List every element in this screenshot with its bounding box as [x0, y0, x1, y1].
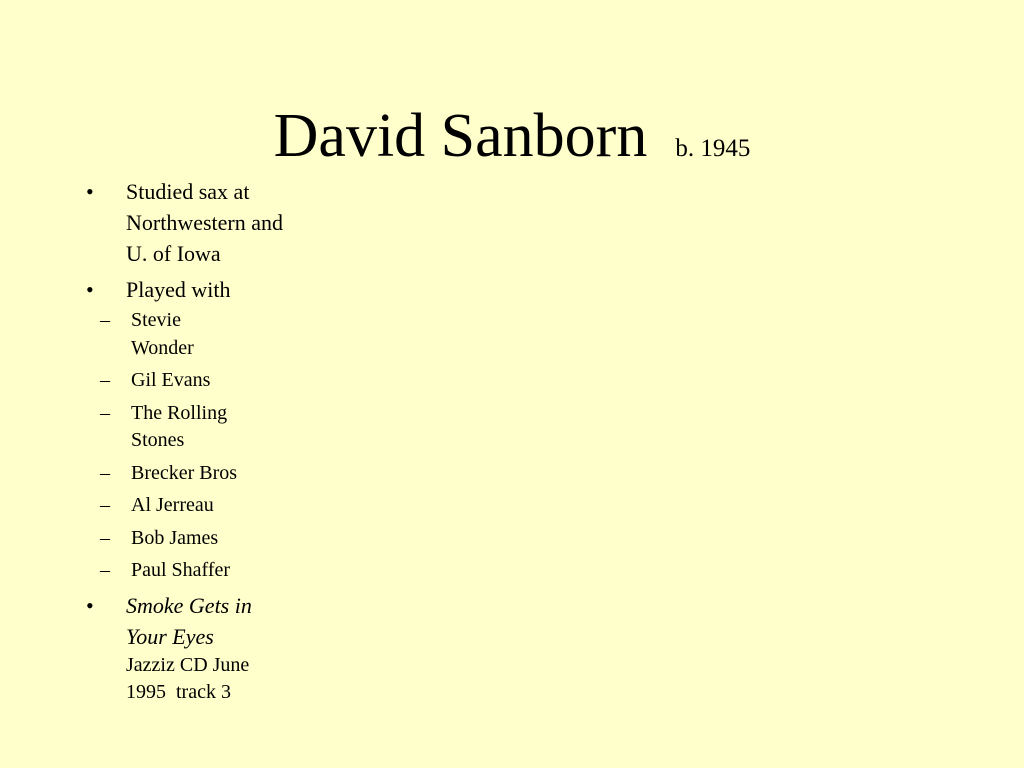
- bullet-item-played-with: [86, 274, 296, 585]
- slide-title: [0, 98, 1024, 174]
- sub-marker: –: [100, 369, 110, 391]
- sub-marker: –: [100, 309, 110, 331]
- title-birth-year: b. 1945: [675, 135, 751, 162]
- sub-item: [86, 492, 296, 520]
- recording-block: [126, 590, 286, 707]
- sub-marker: –: [100, 526, 110, 549]
- sub-item: [86, 525, 296, 553]
- sub-item-text: Bob James: [131, 526, 219, 549]
- bullet-marker: •: [86, 592, 94, 618]
- sub-marker: –: [100, 494, 110, 516]
- sub-marker: –: [100, 401, 110, 424]
- sub-item: [86, 367, 296, 395]
- bullet-marker: •: [86, 179, 94, 204]
- sub-item: [86, 307, 296, 362]
- sub-item-text: Al Jerreau: [131, 494, 214, 516]
- bullet-text: Played with: [126, 277, 231, 302]
- sub-item: [86, 557, 296, 585]
- bullet-list: [86, 176, 296, 712]
- sub-list: [100, 307, 296, 585]
- recording-track: 1995 track 3: [126, 681, 231, 703]
- sub-marker: –: [100, 559, 110, 581]
- song-title: Smoke Gets in Your Eyes: [126, 592, 252, 649]
- bullet-text: Studied sax at Northwestern and U. of Iowa: [126, 179, 284, 266]
- sub-item-text: Paul Shaffer: [131, 559, 231, 581]
- sub-item-text: The Rolling Stones: [131, 401, 228, 451]
- sub-marker: –: [100, 461, 110, 484]
- title-name: David Sanborn: [273, 102, 648, 170]
- sub-item: [86, 400, 296, 455]
- recording-source: Jazziz CD June: [126, 653, 250, 676]
- bullet-item-recording: [86, 590, 296, 707]
- sub-item: [86, 460, 296, 488]
- sub-item-text: Brecker Bros: [131, 461, 238, 484]
- bullet-item-education: [86, 176, 296, 269]
- sub-item-text: Stevie Wonder: [131, 309, 194, 359]
- bullet-marker: •: [86, 277, 94, 302]
- sub-item-text: Gil Evans: [131, 369, 211, 391]
